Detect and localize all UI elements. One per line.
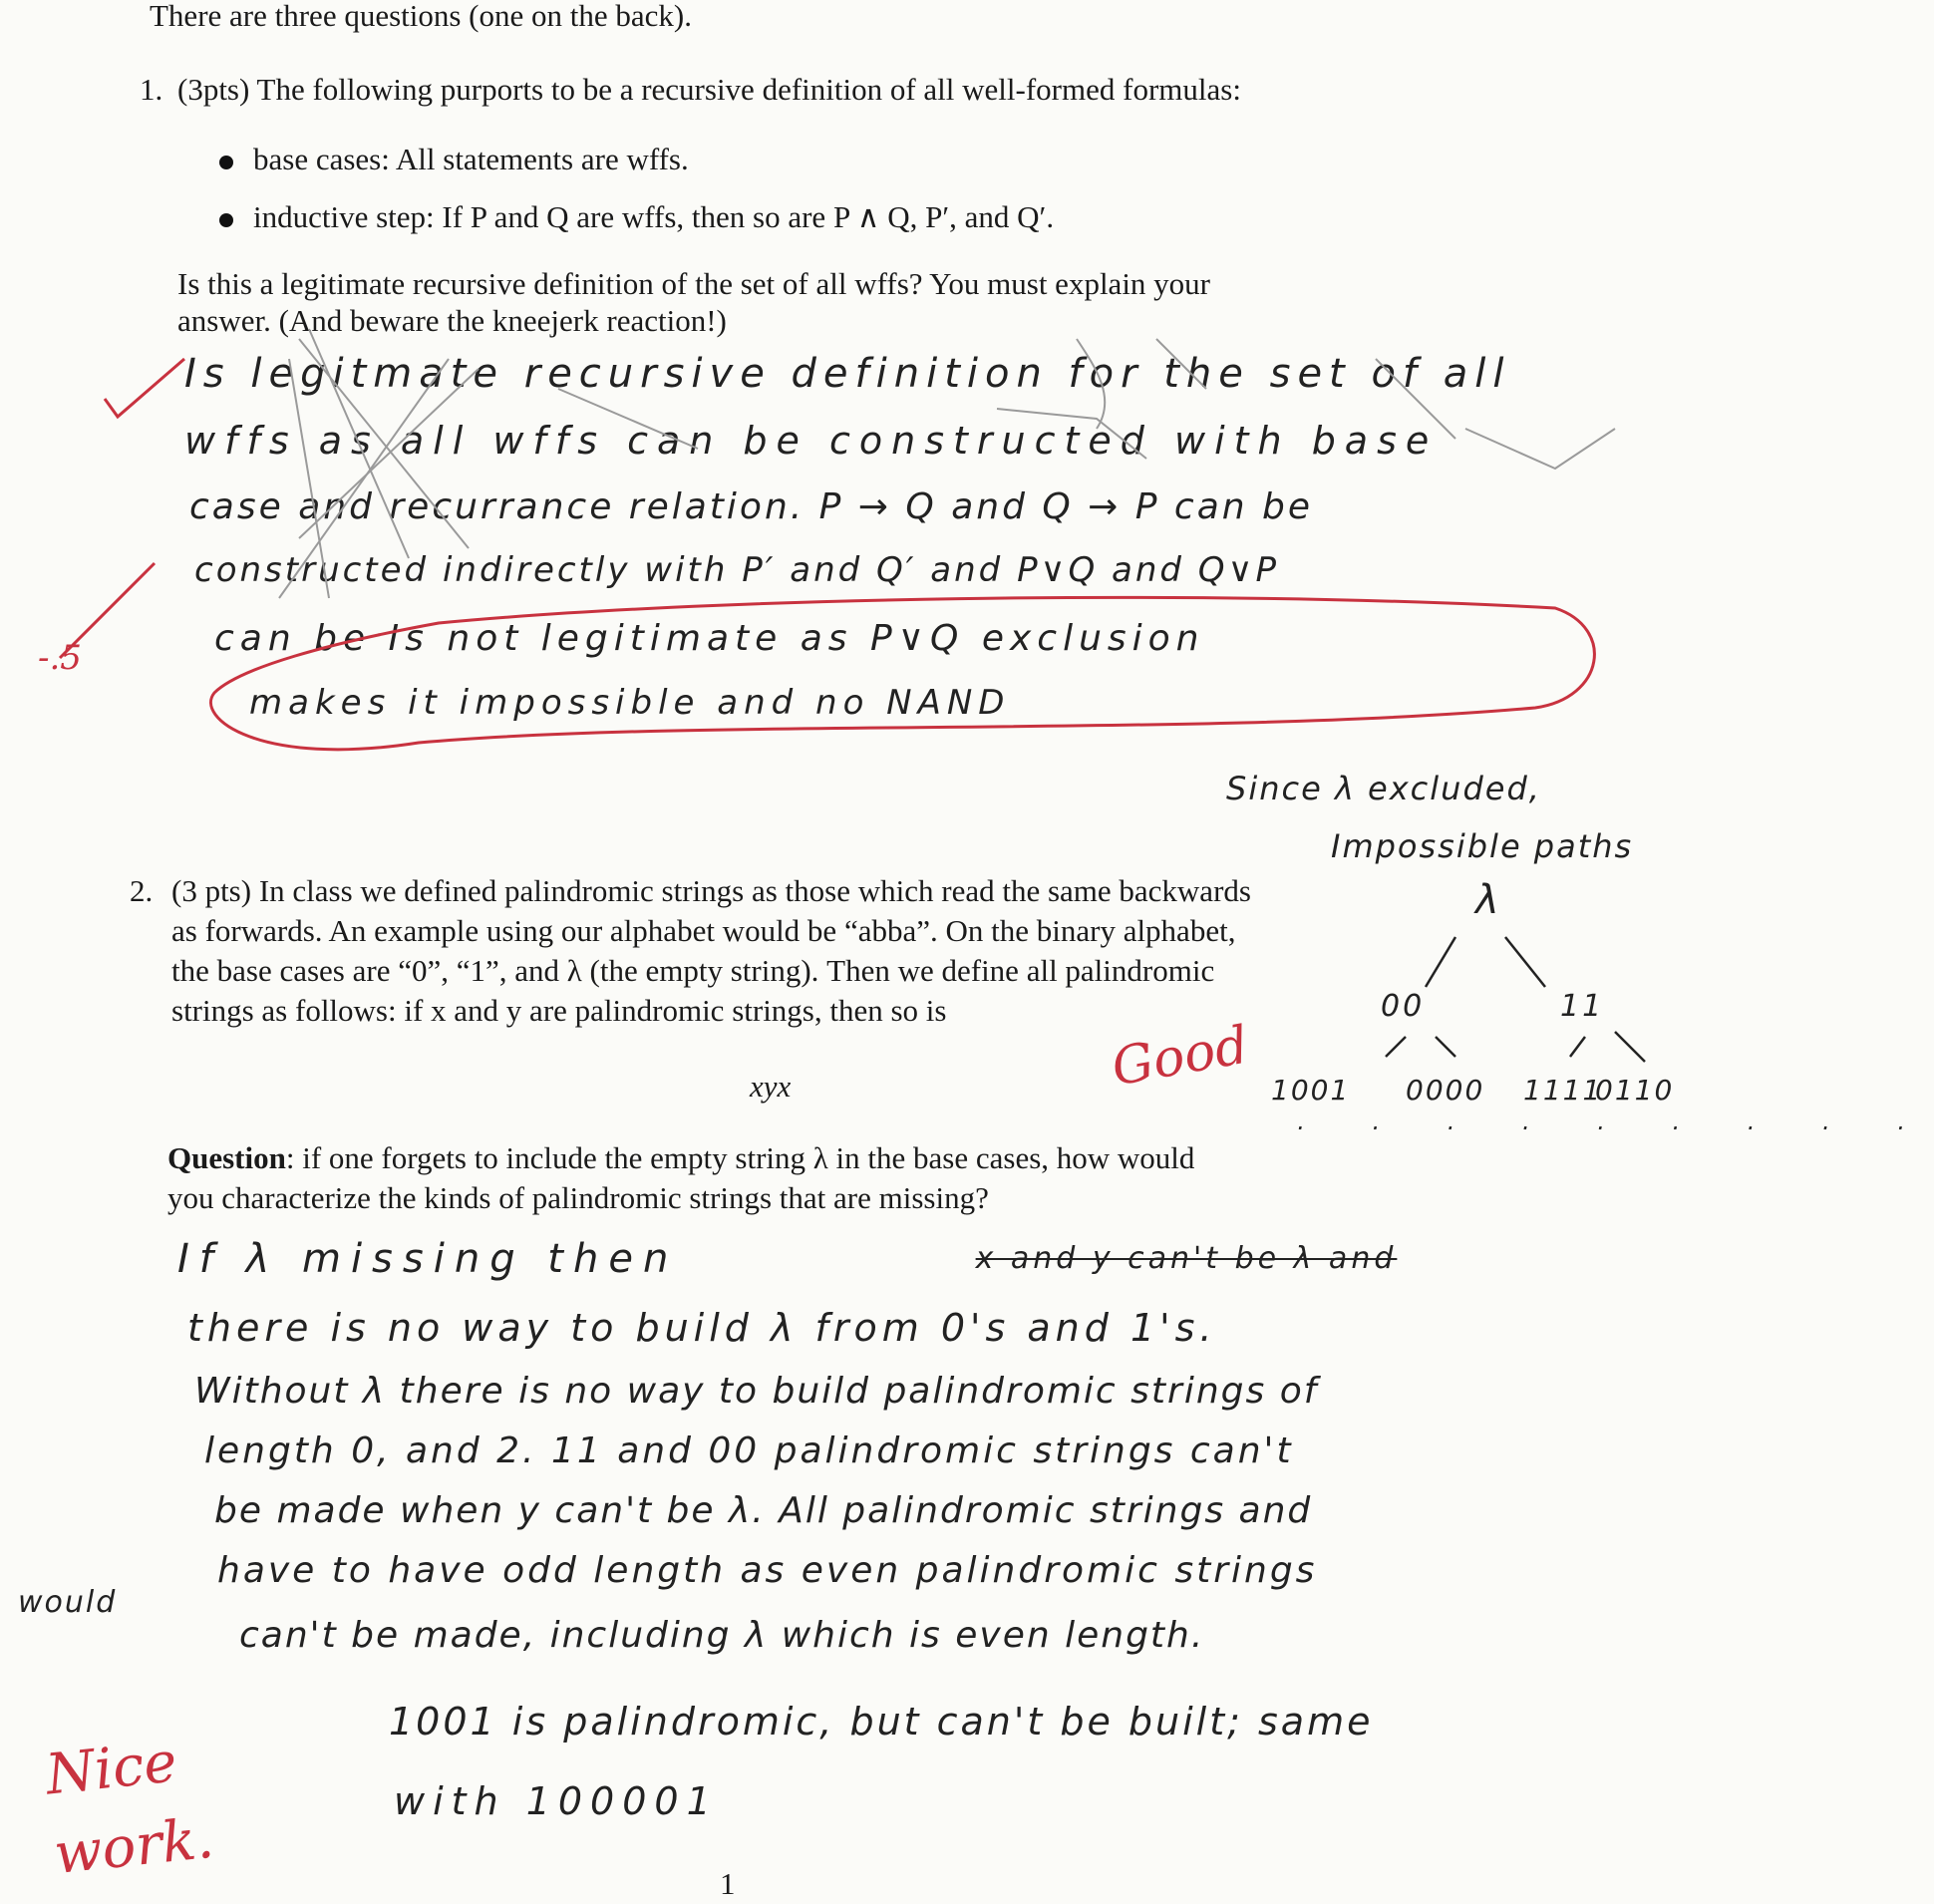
tree-dots: · · · · · · · · · [1296, 1114, 1934, 1142]
q2-example-line-2: with 100001 [394, 1779, 719, 1823]
q1-answer-line-6: makes it impossible and no NAND [249, 683, 1011, 723]
bullet-icon [219, 213, 233, 227]
q2-side-note-1: Since λ excluded, [1226, 770, 1541, 807]
q2-margin-word: would [18, 1585, 118, 1620]
q2-question-line-1: Question: if one forgets to include the empty string λ in the base cases, how would [167, 1140, 1195, 1175]
bullet-icon [219, 156, 233, 169]
tree-node-11: 11 [1560, 989, 1605, 1024]
q1-answer-line-3: case and recurrance relation. P → Q and Q → P can be [189, 486, 1314, 527]
q1-answer-line-4: constructed indirectly with P′ and Q′ and P∨Q and Q∨P [194, 550, 1279, 590]
q1-bullet-2: inductive step: If P and Q are wffs, then so are P ∧ Q, P′, and Q′. [219, 197, 1054, 237]
tree-node-1001: 1001 [1271, 1074, 1351, 1107]
q2-answer-line-3: Without λ there is no way to build palindromic strings of [194, 1371, 1319, 1412]
tree-node-0110: 0110 [1595, 1074, 1675, 1107]
q1-answer-line-5: can be Is not legitimate as P∨Q exclusion [214, 618, 1205, 659]
q1-answer-line-1: Is legitmate recursive definition for the set of all [184, 351, 1511, 397]
q2-answer-line-1: If λ missing then [177, 1236, 679, 1282]
q2-answer-line-5: be made when y can't be λ. All palindromic strings and [214, 1490, 1313, 1531]
q2-answer-line-7: can't be made, including λ which is even length. [239, 1615, 1205, 1656]
pencil-scribble [279, 329, 1615, 598]
q1-answer-line-2: wffs as all wffs can be constructed with base [184, 419, 1439, 463]
q2-example-line-1: 1001 is palindromic, but can't be built; same [389, 1700, 1374, 1744]
q2-answer-line-2: there is no way to build λ from 0's and 1's. [187, 1306, 1217, 1350]
intro-line: There are three questions (one on the back). [150, 0, 692, 33]
q2-prompt-line-1: (3 pts) In class we defined palindromic strings as those which read the same backwards [171, 873, 1251, 908]
q2-answer-line-4: length 0, and 2. 11 and 00 palindromic strings can't [204, 1430, 1294, 1471]
q1-prompt: (3pts) The following purports to be a recursive definition of all well-formed formulas: [177, 72, 1241, 107]
q2-question-line-2: you characterize the kinds of palindromic strings that are missing? [167, 1180, 989, 1215]
q1-score: -.5 [38, 638, 82, 678]
q1-annotations [0, 299, 1695, 797]
q1-question-line-2: answer. (And beware the kneejerk reaction!) [177, 303, 727, 338]
q2-answer-line-6: have to have odd length as even palindromic strings [217, 1550, 1318, 1591]
tree-node-1111: 1111 [1523, 1074, 1603, 1107]
q2-number: 2. [130, 873, 154, 908]
check-icon [105, 359, 184, 417]
q2-good: Good [1107, 1015, 1253, 1099]
q2-struck-text: x and y can't be λ and [975, 1241, 1398, 1276]
q2-prompt-line-3: the base cases are “0”, “1”, and λ (the empty string). Then we define all palindromic [171, 953, 1215, 988]
page-number: 1 [720, 1866, 736, 1901]
q1-bullet-1: base cases: All statements are wffs. [219, 140, 689, 179]
red-circle [210, 597, 1594, 749]
q2-formula: xyx [750, 1069, 792, 1104]
tree-node-00: 00 [1381, 989, 1426, 1024]
q2-nice-work: Nice work. [42, 1730, 217, 1888]
q1-number: 1. [140, 72, 163, 107]
q2-side-note-2: Impossible paths [1331, 827, 1634, 865]
tree-root: λ [1475, 877, 1502, 923]
q2-prompt-line-2: as forwards. An example using our alphabet would be “abba”. On the binary alphabet, [171, 913, 1236, 948]
tree-node-0000: 0000 [1406, 1074, 1485, 1107]
q2-prompt-line-4: strings as follows: if x and y are palindromic strings, then so is [171, 993, 947, 1028]
q1-question-line-1: Is this a legitimate recursive definition of the set of all wffs? You must explain your [177, 266, 1211, 301]
